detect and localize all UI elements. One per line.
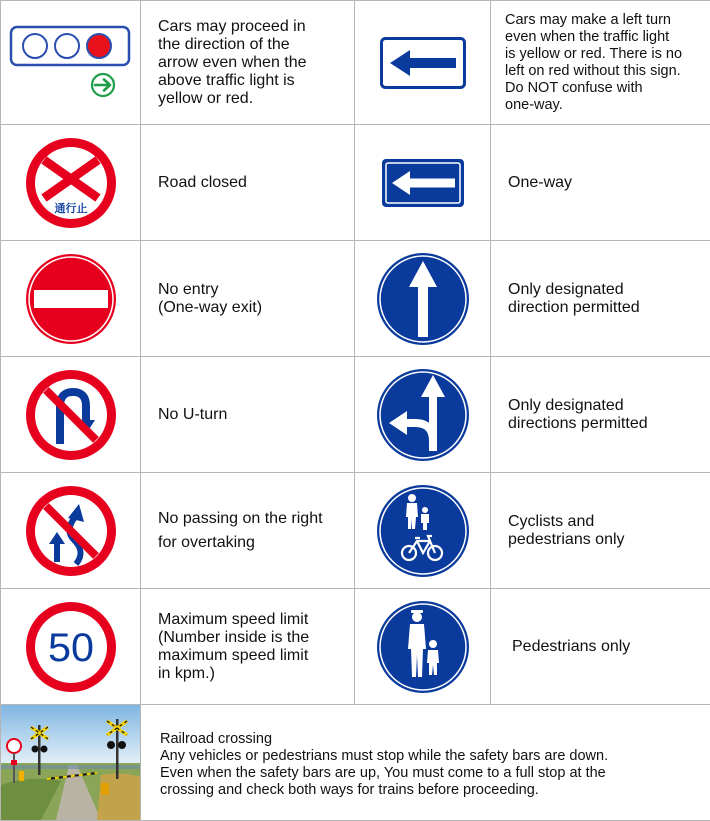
- sign-description: Only designated directions permitted: [491, 357, 710, 473]
- bicycle-pedestrian-sign-icon: [375, 483, 471, 579]
- speed-limit-sign-icon: [24, 600, 118, 694]
- sign-description: Maximum speed limit (Number inside is the maximum speed limit in kpm.): [141, 589, 355, 705]
- table-row: [1, 357, 710, 473]
- table-row: [1, 589, 710, 705]
- no-passing-sign-icon: [24, 484, 118, 578]
- no-passing-sign-cell: [1, 473, 141, 589]
- railroad-crossing-description: Railroad crossing Any vehicles or pedestrians must stop while the safety bars are down. Even when the safety bars are up, You must come to a full stop at the crossing and check both ways for trains before proceeding.: [141, 705, 710, 821]
- sign-description: No U-turn: [141, 357, 355, 473]
- left-arrow-sign-icon: [380, 37, 466, 89]
- sign-description: Cars may make a left turn even when the traffic light is yellow or red. There is no left on red without this sign. Do NOT confuse with one-way.: [491, 1, 710, 125]
- no-entry-sign-icon: [24, 252, 118, 346]
- speed-limit-sign-cell: [1, 589, 141, 705]
- no-u-turn-sign-cell: [1, 357, 141, 473]
- sign-description: Only designated direction permitted: [491, 241, 710, 357]
- road-closed-sign-icon: [24, 136, 118, 230]
- pedestrians-only-sign-icon: [375, 599, 471, 695]
- straight-arrow-sign-icon: [375, 251, 471, 347]
- sign-description: Road closed: [141, 125, 355, 241]
- road-closed-kanji: 通行止: [54, 201, 87, 215]
- left-turn-sign-cell: [355, 1, 491, 125]
- straight-left-arrow-sign-icon: [375, 367, 471, 463]
- sign-description: No passing on the right for overtaking: [141, 473, 355, 589]
- no-entry-sign-cell: [1, 241, 141, 357]
- railroad-crossing-photo: [1, 705, 141, 820]
- straight-or-left-sign-cell: [355, 357, 491, 473]
- green-arrow-icon: [92, 74, 114, 96]
- cyclists-pedestrians-sign-cell: [355, 473, 491, 589]
- traffic-light-icon: [9, 23, 133, 103]
- arrow-signal-light-cell: [1, 1, 141, 125]
- straight-only-sign-cell: [355, 241, 491, 357]
- sign-description: Cars may proceed in the direction of the arrow even when the above traffic light is yellow or red.: [141, 1, 355, 125]
- sign-description: Pedestrians only: [491, 589, 710, 705]
- table-row: [1, 473, 710, 589]
- one-way-sign-icon: [381, 158, 465, 208]
- table-row: [1, 125, 710, 241]
- table-row: [1, 241, 710, 357]
- one-way-sign-cell: [355, 125, 491, 241]
- sign-description: One-way: [491, 125, 710, 241]
- sign-description: Cyclists and pedestrians only: [491, 473, 710, 589]
- pedestrians-only-sign-cell: [355, 589, 491, 705]
- road-closed-sign-cell: [1, 125, 141, 241]
- speed-limit-number: 50: [48, 626, 94, 670]
- table-row: [1, 705, 710, 821]
- sign-description: No entry (One-way exit): [141, 241, 355, 357]
- no-u-turn-sign-icon: [24, 368, 118, 462]
- table-row: [1, 1, 710, 125]
- railroad-crossing-photo-cell: [1, 705, 141, 821]
